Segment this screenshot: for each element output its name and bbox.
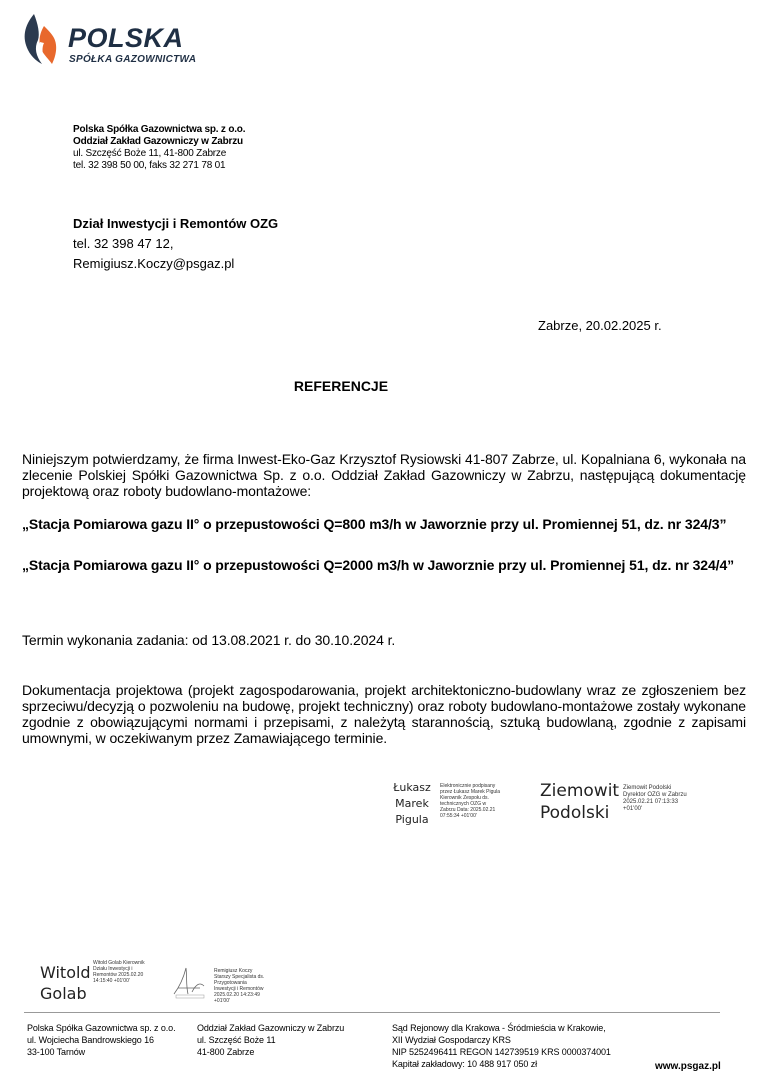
footer-divider	[24, 1012, 720, 1013]
signature-name-line: Podolski	[540, 803, 610, 823]
signature-name	[40, 962, 91, 1004]
department-name: Dział Inwestycji i Remontów OZG	[73, 216, 279, 231]
signature-note: Witold Golab Kierownik Działu Inwestycji i Remontów 2025.02.20 14:15:40 +01'00'	[93, 960, 145, 984]
documentation-paragraph: Dokumentacja projektowa (projekt zagospodarowania, projekt architektoniczno-budowlany wraz ze zgłoszeniem bez sprzeciwu/decyzją o pozwoleniu na budowę, projekt techniczny) oraz roboty budowlano-montażowe zostały wykonane zgodnie z obowiązującymi normami i przepisami, z należytą starannością, sztuką budowlaną, zgodnie z zapisami umownymi, w oczekiwanym przez Zamawiającego terminie.	[22, 682, 746, 746]
signature-note-line: Dyrektor OZG w Zabrzu	[623, 792, 687, 798]
signature-name	[388, 780, 436, 828]
footer-line: Oddział Zakład Gazowniczy w Zabrzu	[197, 1023, 345, 1033]
handwritten-signature-icon	[170, 964, 210, 1000]
logo-subtitle: SPÓŁKA GAZOWNICTWA	[69, 54, 197, 65]
signature-name-line: Łukasz	[393, 781, 431, 794]
signature-name-line: Witold	[40, 963, 91, 982]
footer-line: 41-800 Zabrze	[197, 1047, 255, 1057]
signature-pigula	[388, 780, 508, 830]
signature-golab	[40, 958, 150, 1004]
footer-line: ul. Wojciecha Bandrowskiego 16	[27, 1035, 154, 1045]
company-logo	[20, 12, 220, 68]
website-link[interactable]: www.psgaz.pl	[655, 1061, 721, 1072]
department-block	[73, 214, 278, 274]
footer-line: 33-100 Tarnów	[27, 1047, 86, 1057]
sender-address	[73, 124, 245, 172]
footer-line: Polska Spółka Gazownictwa sp. z o.o.	[27, 1023, 176, 1033]
signature-note-line: Ziemowit Podolski	[623, 785, 672, 791]
department-phone: tel. 32 398 47 12,	[73, 236, 174, 251]
signature-name-line: Marek	[395, 797, 429, 810]
sender-branch: Oddział Zakład Gazowniczy w Zabrzu	[73, 136, 243, 147]
footer-headquarters	[27, 1022, 175, 1058]
signature-note	[623, 785, 713, 813]
completion-term: Termin wykonania zadania: od 13.08.2021 r. do 30.10.2024 r.	[22, 632, 396, 648]
station-item-1: „Stacja Pomiarowa gazu II° o przepustowości Q=800 m3/h w Jaworznie przy ul. Promiennej 51, dz. nr 324/3”	[22, 516, 727, 532]
signature-note-line: 2025.02.21 07:13:33	[623, 799, 679, 805]
footer-line: Kapitał zakładowy: 10 488 917 050 zł	[392, 1059, 538, 1069]
sender-phone: tel. 32 398 50 00, faks 32 271 78 01	[73, 160, 226, 171]
footer-line: XII Wydział Gospodarczy KRS	[392, 1035, 511, 1045]
signature-note-line: +01'00'	[623, 806, 643, 812]
intro-paragraph: Niniejszym potwierdzamy, że firma Inwest-Eko-Gaz Krzysztof Rysiowski 41-807 Zabrze, ul. Kopalniana 6, wykonała na zlecenie Polskiej Spółki Gazownictwa Sp. z o.o. Oddział Zakład Gazowniczy w Zabrzu, następującą dokumentację projektową oraz roboty budowlano-montażowe:	[22, 451, 746, 499]
logo-brand: POLSKA	[68, 23, 184, 53]
footer-line: Sąd Rejonowy dla Krakowa - Śródmieścia w Krakowie,	[392, 1023, 606, 1033]
footer-line: ul. Szczęść Boże 11	[197, 1035, 276, 1045]
footer-registry	[392, 1022, 611, 1070]
signature-name	[540, 780, 619, 824]
footer-branch	[197, 1022, 344, 1058]
signature-koczy	[170, 964, 270, 1004]
department-email: Remigiusz.Koczy@psgaz.pl	[73, 256, 235, 271]
signature-note: Remigiusz Koczy Starszy Specjalista ds. Przygotowania Inwestycji i Remontów 2025.02.20 14:23:49 +01'00'	[214, 968, 265, 1004]
letter-date: Zabrze, 20.02.2025 r.	[538, 318, 662, 333]
station-item-2: „Stacja Pomiarowa gazu II° o przepustowości Q=2000 m3/h w Jaworznie przy ul. Promiennej 51, dz. nr 324/4”	[22, 557, 735, 573]
sender-street: ul. Szczęść Boże 11, 41-800 Zabrze	[73, 148, 227, 159]
signature-name-line: Pigula	[395, 813, 429, 826]
signature-name-line: Golab	[40, 984, 87, 1003]
signature-podolski	[540, 780, 720, 830]
letter-title: REFERENCJE	[293, 378, 389, 394]
signature-note: Elektronicznie podpisany przez Łukasz Marek Pigula Kierownik Zespołu ds. technicznych OZG w Zabrzu Data: 2025.02.21 07:55:34 +01'00'	[440, 783, 501, 819]
footer-line: NIP 5252496411 REGON 142739519 KRS 0000374001	[392, 1047, 611, 1057]
signature-name-line: Ziemowit	[540, 781, 620, 801]
flame-icon	[20, 12, 60, 66]
sender-company: Polska Spółka Gazownictwa sp. z o.o.	[73, 124, 246, 135]
